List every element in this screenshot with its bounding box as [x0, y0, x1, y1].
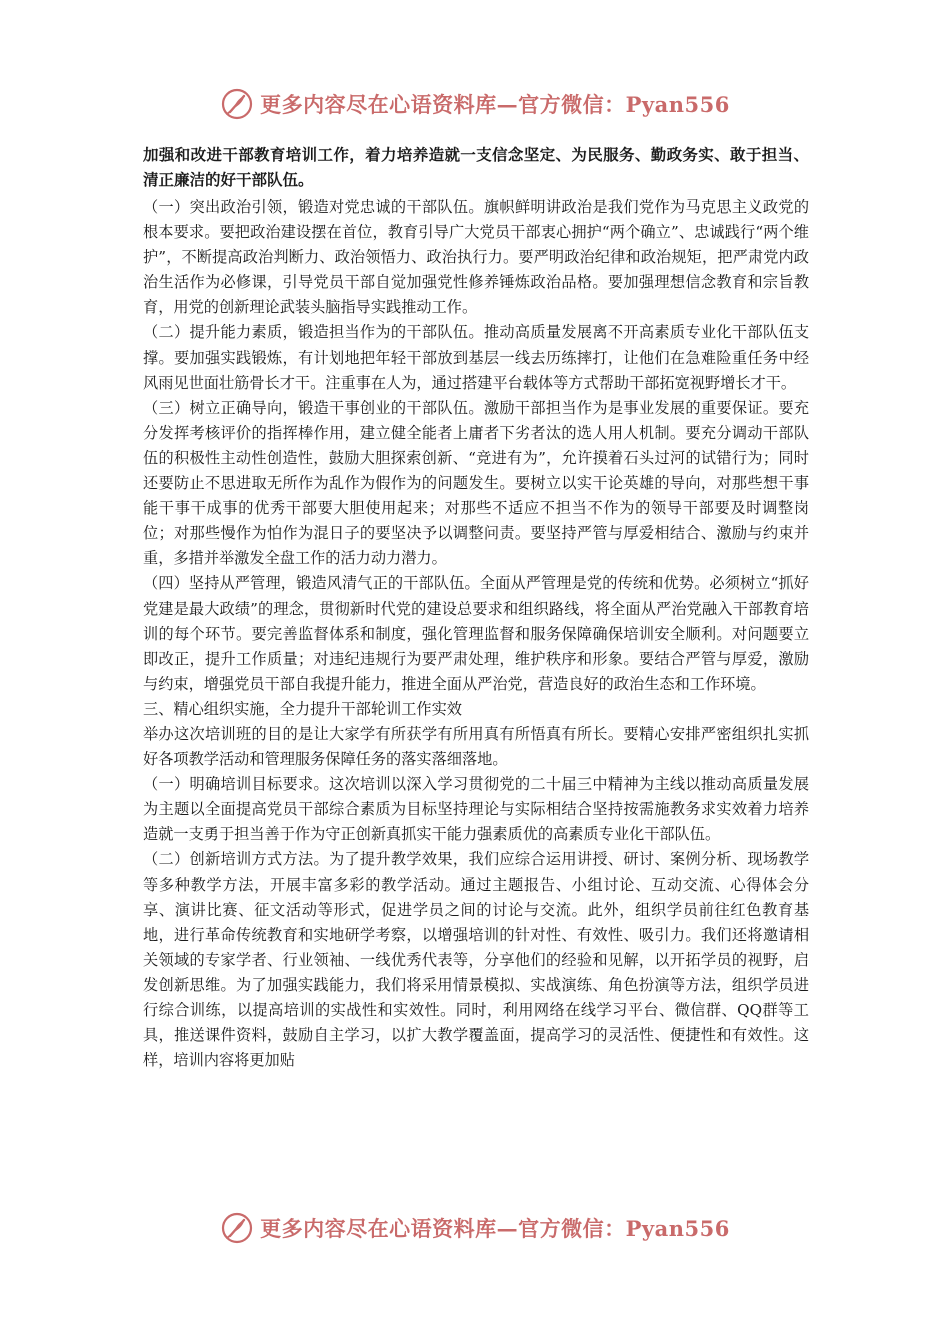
watermark-header	[0, 84, 950, 124]
watermark-header-text: 更多内容尽在心语资料库—官方微信：Pyan556	[260, 92, 730, 117]
paragraph-section-4: （四）坚持从严管理，锻造风清气正的干部队伍。全面从严管理是党的传统和优势。必须树立“抓好党建是最大政绩”的理念，贯彻新时代党的建设总要求和组织路线，将全面从严治党融入干部教育培训的每个环节。要完善监督体系和制度，强化管理监督和服务保障确保培训安全顺利。对问题要立即改正，提升工作质量；对违纪违规行为要严肃处理，维护秩序和形象。要结合严管与厚爱，激励与约束，增强党员干部自我提升能力，推进全面从严治党，营造良好的政治生态和工作环境。	[143, 574, 809, 693]
watermark-footer	[0, 1208, 950, 1248]
paragraph-section-3: （三）树立正确导向，锻造干事创业的干部队伍。激励干部担当作为是事业发展的重要保证。要充分发挥考核评价的指挥棒作用，建立健全能者上庸者下劣者汰的选人用人机制。要充分调动干部队伍的积极性主动性创造性，鼓励大胆探索创新、“竞进有为”，允许摸着石头过河的试错行为；同时还要防止不思进取无所作为乱作为假作为的问题发生。要树立以实干论英雄的导向，对那些想干事能干事干成事的优秀干部要大胆使用起来；对那些不适应不担当不作为的领导干部要及时调整岗位；对那些慢作为怕作为混日子的要坚决予以调整问责。要坚持严管与厚爱相结合、激励与约束并重，多措并举激发全盘工作的活力动力潜力。	[143, 398, 809, 568]
section-heading-three: 三、精心组织实施，全力提升干部轮训工作实效	[143, 699, 462, 718]
paragraph-section-2: （二）提升能力素质，锻造担当作为的干部队伍。推动高质量发展离不开高素质专业化干部队伍支撑。要加强实践锻炼，有计划地把年轻干部放到基层一线去历练摔打，让他们在急难险重任务中经风雨见世面壮筋骨长才干。注重事在人为，通过搭建平台载体等方式帮助干部拓宽视野增长才干。	[143, 323, 809, 392]
paragraph-methods: （二）创新培训方式方法。为了提升教学效果，我们应综合运用讲授、研讨、案例分析、现场教学等多种教学方法，开展丰富多彩的教学活动。通过主题报告、小组讨论、互动交流、心得体会分享、演讲比赛、征文活动等形式，促进学员之间的讨论与交流。此外，组织学员前往红色教育基地，进行革命传统教育和实地研学考察，以增强培训的针对性、有效性、吸引力。我们还将邀请相关领域的专家学者、行业领袖、一线优秀代表等，分享他们的经验和见解，以开拓学员的视野，启发创新思维。为了加强实践能力，我们将采用情景模拟、实战演练、角色扮演等方法，组织学员进行综合训练，以提高培训的实战性和实效性。同时，利用网络在线学习平台、微信群、QQ群等工具，推送课件资料，鼓励自主学习，以扩大教学覆盖面，提高学习的灵活性、便捷性和有效性。这样，培训内容将更加贴	[143, 850, 809, 1070]
quill-logo-icon	[220, 87, 254, 121]
watermark-footer-text: 更多内容尽在心语资料库—官方微信：Pyan556	[260, 1216, 730, 1241]
lead-paragraph: 加强和改进干部教育培训工作，着力培养造就一支信念坚定、为民服务、勤政务实、敢于担当、清正廉洁的好干部队伍。	[143, 146, 809, 189]
body-text	[143, 143, 809, 1073]
paragraph-goal: （一）明确培训目标要求。这次培训以深入学习贯彻党的二十届三中精神为主线以推动高质量发展为主题以全面提高党员干部综合素质为目标坚持理论与实际相结合坚持按需施教务求实效着力培养造就一支勇于担当善于作为守正创新真抓实干能力强素质优的高素质专业化干部队伍。	[143, 775, 809, 844]
paragraph-section-1: （一）突出政治引领，锻造对党忠诚的干部队伍。旗帜鲜明讲政治是我们党作为马克思主义政党的根本要求。要把政治建设摆在首位，教育引导广大党员干部衷心拥护“两个确立”、忠诚践行“两个维护”，不断提高政治判断力、政治领悟力、政治执行力。要严明政治纪律和政治规矩，把严肃党内政治生活作为必修课，引导党员干部自觉加强党性修养锤炼政治品格。要加强理想信念教育和宗旨教育，用党的创新理论武装头脑指导实践推动工作。	[143, 198, 809, 317]
paragraph-intro-three: 举办这次培训班的目的是让大家学有所获学有所用真有所悟真有所长。要精心安排严密组织扎实抓好各项教学活动和管理服务保障任务的落实落细落地。	[143, 724, 809, 769]
quill-logo-icon	[220, 1211, 254, 1245]
